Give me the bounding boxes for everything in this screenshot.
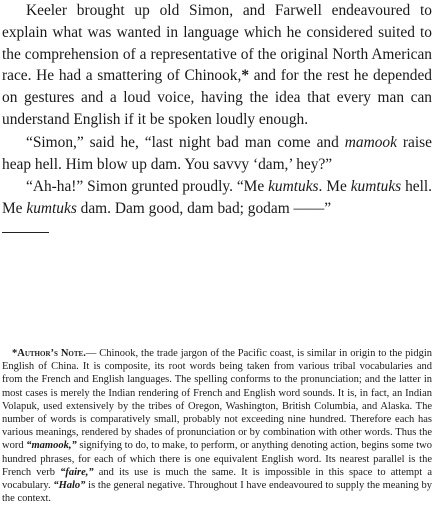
- paragraph-3: [2, 176, 432, 220]
- footnote-heading: *Author’s Note.: [12, 348, 86, 359]
- italic-word: kumtuks: [268, 178, 319, 196]
- text-run: hell. Me: [2, 178, 432, 218]
- italic-word: mamook: [344, 133, 397, 151]
- text-run: Keeler brought up old Simon, and Farwell endeavoured to explain what was wanted in language which he considered suited to the comprehension of a representative of the original North American race. He had a smattering of Chinook,: [2, 2, 432, 85]
- footnote-italic-word: “faire,”: [60, 466, 94, 478]
- italic-word: kumtuks: [350, 178, 402, 196]
- text-run: . Me: [318, 178, 351, 196]
- footnote-text-run: is the general negative. Throughout I have endeavoured to supply the meaning by the context.: [2, 480, 432, 505]
- paragraph-1: [2, 0, 432, 131]
- footnote-divider: [2, 232, 49, 233]
- footnote-text-run: and its use is much the same. It is impossible in this space to attempt a vocabulary.: [2, 466, 432, 492]
- page-body: [2, 0, 432, 233]
- text-run: and for the rest he depended on gestures and a loud voice, having the idea that every man can understand English if it be spoken loudly enough.: [2, 67, 432, 128]
- footnote: [2, 347, 432, 505]
- paragraph-2: [2, 132, 432, 176]
- footnote-italic-word: “mamook,”: [26, 440, 77, 452]
- italic-word: kumtuks: [26, 200, 77, 218]
- footnote-marker: *: [241, 67, 250, 85]
- text-run: “Ah-ha!” Simon grunted proudly. “Me: [26, 178, 269, 196]
- text-run: “Simon,” said he, “last night bad man come and: [26, 133, 345, 151]
- text-run: dam. Dam good, dam bad; godam ——”: [76, 200, 332, 218]
- footnote-text-run: signifying to do, to make, to perform, or anything denoting action, begins some two hundred phrases, for each of which there is one equivalent English word. Its nearest parallel is the French verb: [2, 440, 432, 478]
- footnote-italic-word: “Halo”: [53, 480, 86, 492]
- main-text: [2, 0, 432, 220]
- text-run: raise heap hell. Him blow up dam. You savvy ‘dam,’ hey?”: [2, 133, 432, 173]
- footnote-text-run: — Chinook, the trade jargon of the Pacific coast, is similar in origin to the pidgin English of China. It is composite, its root words being taken from various tribal vocabularies and from the French and English languages. The spelling conforms to the pronunciation; and the latter in most cases is merely the Indian rendering of French and English word sounds. It is, in fact, an Indian Volapuk, used extensively by the tribes of Oregon, Washington, British Columbia, and Alaska. The number of words is comparatively small, probably not exceeding nine hundred. Therefore each has various meanings, rendered by shades of pronunciation or by combination with other words. Thus the word: [2, 348, 432, 452]
